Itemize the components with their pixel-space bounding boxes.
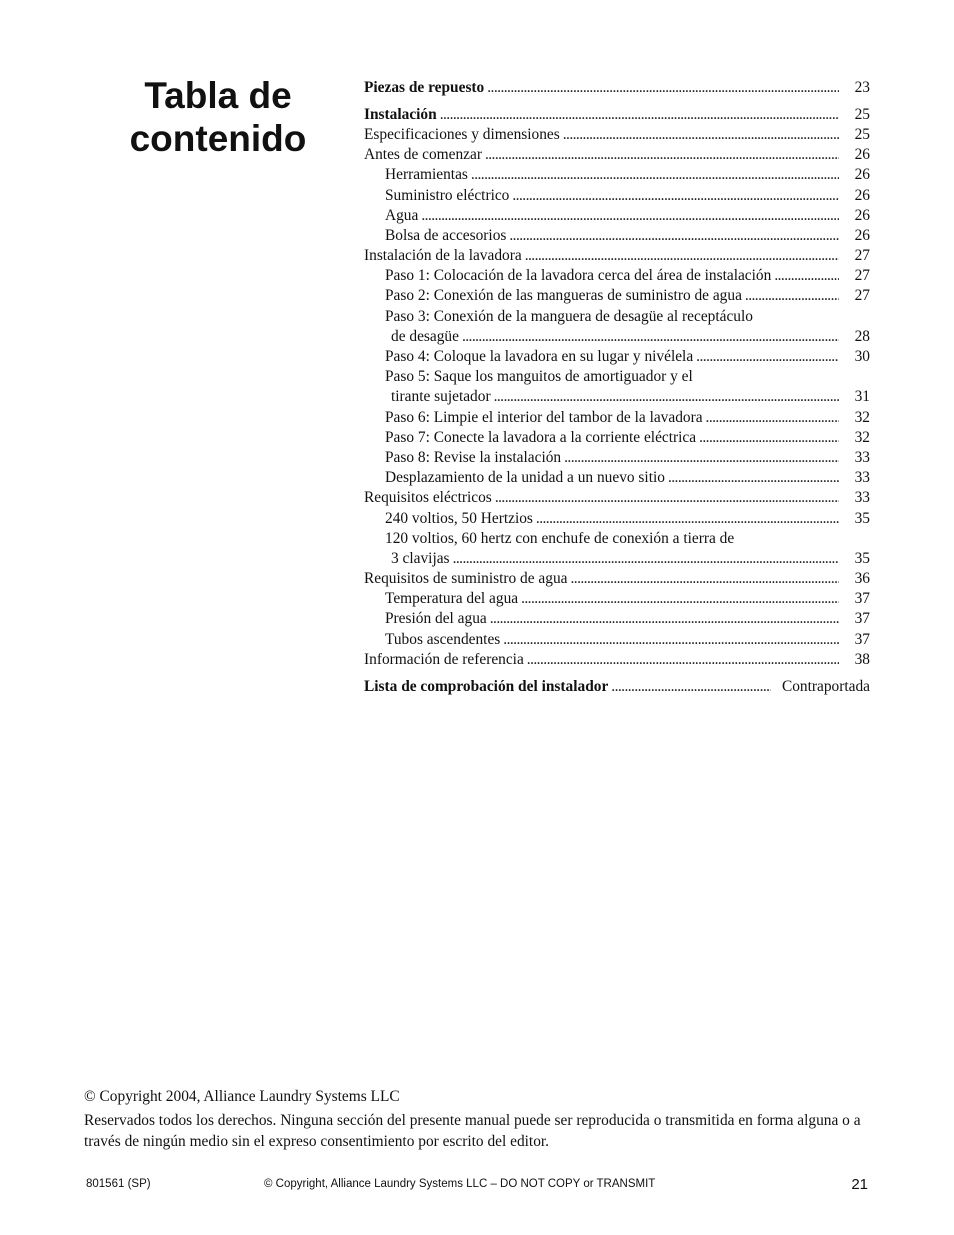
toc-entry-page: 37 [854,590,870,608]
toc-entry[interactable] [364,468,870,488]
toc-entry-label: Agua [385,206,419,224]
copyright-block [84,1086,874,1152]
toc-entry-page: 26 [854,186,870,204]
toc-entry[interactable] [364,677,870,697]
toc-entry[interactable] [364,206,870,226]
toc-entry-label: Paso 3: Conexión de la manguera de desagüe al receptáculo [385,307,753,325]
toc-entry[interactable] [364,408,870,428]
toc-entry-label: Paso 7: Conecte la lavadora a la corriente eléctrica [385,428,697,446]
toc-entry-page: 33 [854,489,870,507]
toc-leader-dots [525,246,839,266]
toc-entry[interactable] [364,448,870,468]
toc-entry-label: Tubos ascendentes [385,630,501,648]
toc-leader-dots [521,589,839,609]
page-footer [0,1176,954,1196]
toc-entry-label: Suministro eléctrico [385,186,510,204]
toc-entry[interactable] [364,549,870,569]
toc-entry[interactable] [364,428,870,448]
toc-leader-dots [611,677,771,697]
toc-leader-dots [564,448,839,468]
toc-entry-label: Requisitos eléctricos [364,489,492,507]
toc-leader-dots [706,408,839,428]
toc-leader-dots [668,468,839,488]
toc-entry[interactable] [364,246,870,266]
toc-entry-label: 120 voltios, 60 hertz con enchufe de conexión a tierra de [385,529,735,547]
toc-leader-dots [421,206,839,226]
toc-entry[interactable] [364,145,870,165]
toc-leader-dots [509,226,839,246]
toc-entry[interactable] [364,650,870,670]
toc-entry-page: 26 [854,146,870,164]
toc-entry[interactable] [364,387,870,407]
toc-leader-dots [494,387,839,407]
toc-entry-page: 26 [854,226,870,244]
table-of-contents [364,78,870,697]
toc-entry-label: Paso 4: Coloque la lavadora en su lugar y nivélela [385,348,694,366]
toc-entry[interactable] [364,266,870,286]
toc-entry[interactable] [364,307,870,327]
toc-entry-label: Antes de comenzar [364,146,482,164]
toc-leader-dots [440,105,839,125]
toc-entry-page: 26 [854,166,870,184]
toc-entry-label: Instalación [364,105,437,123]
toc-leader-dots [453,549,839,569]
toc-leader-dots [774,266,839,286]
toc-leader-dots [745,286,839,306]
toc-entry[interactable] [364,529,870,549]
toc-entry-label: de desagüe [391,327,459,345]
toc-entry[interactable] [364,509,870,529]
toc-entry-label: 3 clavijas [391,549,450,567]
toc-entry-page: 35 [854,549,870,567]
toc-leader-dots [490,609,839,629]
toc-leader-dots [487,78,839,98]
toc-entry-page: 32 [854,428,870,446]
toc-entry-page: 33 [854,448,870,466]
toc-entry-label: Temperatura del agua [385,590,519,608]
copyright-line: © Copyright 2004, Alliance Laundry Systems LLC [84,1088,400,1105]
toc-entry-label: Paso 2: Conexión de las mangueras de suministro de agua [385,287,742,305]
toc-entry[interactable] [364,125,870,145]
toc-entry[interactable] [364,589,870,609]
toc-leader-dots [527,650,839,670]
rights-reserved-text: Reservados todos los derechos. Ninguna sección del presente manual puede ser reproducida o transmitida en forma alguna o a través de ningún medio sin el expreso consentimiento por escrito del editor. [84,1112,861,1150]
toc-entry-label: Herramientas [385,166,468,184]
document-number: 801561 (SP) [86,1178,151,1190]
toc-leader-dots [462,327,839,347]
toc-entry-label: Paso 1: Colocación de la lavadora cerca del área de instalación [385,267,772,285]
toc-leader-dots [563,125,839,145]
toc-entry[interactable] [364,186,870,206]
toc-entry-page: 30 [854,348,870,366]
toc-entry-label: Bolsa de accesorios [385,226,507,244]
toc-entry-page: 33 [854,469,870,487]
toc-leader-dots [570,569,839,589]
toc-leader-dots [471,165,839,185]
toc-entry[interactable] [364,630,870,650]
toc-entry-page: 27 [854,267,870,285]
toc-entry-page: 28 [854,327,870,345]
toc-entry[interactable] [364,347,870,367]
page-number: 21 [851,1176,868,1193]
toc-entry-label: tirante sujetador [391,388,491,406]
toc-entry[interactable] [364,327,870,347]
toc-entry-label: Requisitos de suministro de agua [364,570,568,588]
toc-leader-dots [503,630,839,650]
toc-leader-dots [512,186,839,206]
toc-entry-label: Información de referencia [364,650,524,668]
toc-entry-label: Especificaciones y dimensiones [364,125,560,143]
toc-entry-label: Paso 6: Limpie el interior del tambor de la lavadora [385,408,703,426]
toc-entry-page: 25 [854,105,870,123]
toc-entry[interactable] [364,609,870,629]
toc-entry[interactable] [364,286,870,306]
toc-entry[interactable] [364,367,870,387]
toc-leader-dots [495,488,839,508]
toc-leader-dots [536,509,839,529]
toc-entry-label: Instalación de la lavadora [364,247,522,265]
toc-entry-page: 36 [854,570,870,588]
page-title [100,74,336,160]
toc-entry-label: 240 voltios, 50 Hertzios [385,509,533,527]
toc-entry[interactable] [364,226,870,246]
toc-entry[interactable] [364,165,870,185]
page-title-line-2: contenido [129,118,307,159]
toc-entry-page: 37 [854,630,870,648]
page-title-line-1: Tabla de [144,75,292,116]
toc-entry-label: Lista de comprobación del instalador [364,677,609,695]
toc-entry[interactable] [364,569,870,589]
toc-entry-label: Desplazamiento de la unidad a un nuevo sitio [385,469,665,487]
toc-entry[interactable] [364,105,870,125]
copyright-notice: © Copyright, Alliance Laundry Systems LLC – DO NOT COPY or TRANSMIT [264,1178,656,1190]
toc-entry[interactable] [364,78,870,98]
toc-leader-dots [696,347,839,367]
toc-entry-label: Paso 8: Revise la instalación [385,448,562,466]
toc-entry-page: 26 [854,206,870,224]
toc-entry-page: 32 [854,408,870,426]
toc-entry-page: 37 [854,610,870,628]
toc-entry-page: 23 [854,79,870,96]
toc-leader-dots [485,145,839,165]
toc-entry-page: Contraportada [781,677,870,695]
toc-entry-page: 35 [854,509,870,527]
toc-entry-page: 31 [854,388,870,406]
toc-entry-page: 27 [854,247,870,265]
toc-entry[interactable] [364,488,870,508]
toc-entry-page: 25 [854,125,870,143]
toc-entry-label: Paso 5: Saque los manguitos de amortiguador y el [385,368,693,386]
toc-entry-label: Presión del agua [385,610,487,628]
toc-leader-dots [699,428,839,448]
toc-entry-page: 27 [854,287,870,305]
toc-entry-page: 38 [854,650,870,668]
toc-entry-label: Piezas de repuesto [364,79,485,96]
